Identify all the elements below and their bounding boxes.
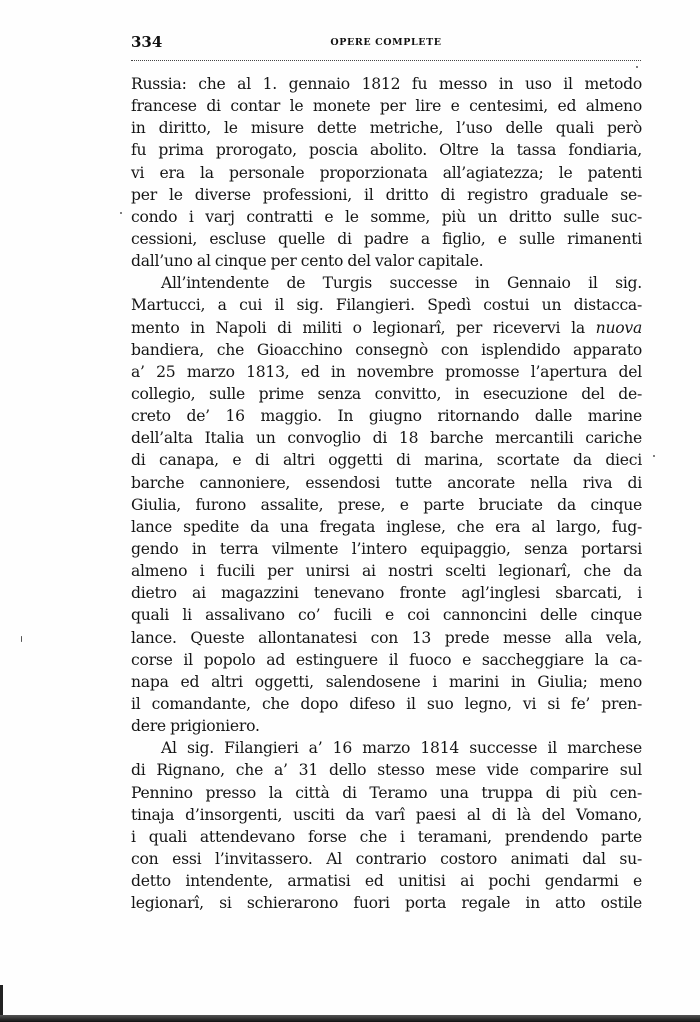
text-line: dietro ai magazzini tenevano fronte agl’inglesi sbarcati, i bbox=[131, 584, 642, 603]
text-line: per le diverse professioni, il dritto di registro graduale se- bbox=[131, 185, 642, 204]
text-line: i quali attendevano forse che i teramani, prendendo parte bbox=[131, 827, 642, 846]
text-line: tinaja d’insorgenti, usciti da varî paesi al di là del Vomano, bbox=[131, 805, 642, 824]
italic-word: nuova bbox=[595, 318, 642, 337]
text-line: barche cannoniere, essendosi tutte ancorate nella riva di bbox=[131, 473, 642, 492]
text-line: collegio, sulle prime senza convitto, in esecuzione del de- bbox=[131, 384, 642, 403]
text-line: corse il popolo ad estinguere il fuoco e saccheggiare la ca- bbox=[131, 650, 642, 669]
text-line: dell’alta Italia un convoglio di 18 barche mercantili cariche bbox=[131, 429, 642, 448]
text-line: il comandante, che dopo difeso il suo legno, vi si fe’ pren- bbox=[131, 694, 642, 713]
scan-speck bbox=[21, 636, 22, 642]
paragraph-end-line: dall’uno al cinque per cento del valor capitale. bbox=[131, 252, 484, 271]
text-line: detto intendente, armatisi ed unitisi ai pochi gendarmi e bbox=[131, 872, 642, 891]
text-line: gendo in terra vilmente l’intero equipaggio, senza portarsi bbox=[131, 539, 642, 558]
text-line: legionarî, si schierarono fuori porta regale in atto ostile bbox=[131, 894, 642, 913]
text-line: cessioni, escluse quelle di padre a figlio, e sulle rimanenti bbox=[131, 229, 642, 248]
text-line: a’ 25 marzo 1813, ed in novembre promosse l’apertura del bbox=[131, 362, 642, 381]
text-line: lance spedite da una fregata inglese, che era al largo, fug- bbox=[131, 517, 642, 536]
text-line: Russia: che al 1. gennaio 1812 fu messo in uso il metodo bbox=[131, 75, 642, 93]
paragraph-start-line: All’intendente de Turgis successe in Gennaio il sig. bbox=[161, 274, 642, 293]
text-line: Giulia, furono assalite, prese, e parte bruciate da cinque bbox=[131, 495, 642, 514]
paragraph-end-line: dere prigioniero. bbox=[131, 717, 260, 736]
text-line: condo i varj contratti e le somme, più un dritto sulle suc- bbox=[131, 207, 642, 226]
page-bottom-edge bbox=[0, 1015, 700, 1022]
body-text bbox=[131, 73, 642, 914]
text-line-with-italic bbox=[131, 317, 642, 339]
scan-speck bbox=[653, 455, 655, 457]
scan-speck bbox=[120, 212, 122, 214]
text-line: fu prima prorogato, poscia abolito. Oltre la tassa fondiaria, bbox=[131, 141, 642, 160]
page-number: 334 bbox=[131, 33, 163, 51]
text-line: Pennino presso la città di Teramo una truppa di più cen- bbox=[131, 783, 642, 802]
text-line: di Rignano, che a’ 31 dello stesso mese vide comparire sul bbox=[131, 761, 642, 780]
text-line: vi era la personale proporzionata all’agiatezza; le patenti bbox=[131, 163, 642, 182]
text-line: francese di contar le monete per lire e centesimi, ed almeno bbox=[131, 97, 642, 116]
scan-speck bbox=[636, 66, 638, 68]
text-line: lance. Queste allontanatesi con 13 prede messe alla vela, bbox=[131, 628, 642, 647]
paragraph-start-line: Al sig. Filangieri a’ 16 marzo 1814 successe il marchese bbox=[161, 739, 642, 758]
text-line: napa ed altri oggetti, salendosene i marini in Giulia; meno bbox=[131, 672, 642, 691]
text-segment: mento in Napoli di militi o legionarî, per ricevervi la bbox=[131, 318, 585, 337]
header-dotted-rule bbox=[131, 60, 641, 61]
text-line: di canapa, e di altri oggetti di marina, scortate da dieci bbox=[131, 451, 642, 470]
text-line: quali li assalivano co’ fucili e coi cannoncini delle cinque bbox=[131, 606, 642, 625]
text-line: almeno i fucili per unirsi ai nostri scelti legionarî, che da bbox=[131, 562, 642, 581]
running-head-title: OPERE COMPLETE bbox=[330, 37, 442, 48]
text-line: Martucci, a cui il sig. Filangieri. Spedì costui un distacca- bbox=[131, 296, 642, 315]
text-line: in diritto, le misure dette metriche, l’uso delle quali però bbox=[131, 119, 642, 138]
running-head bbox=[131, 33, 641, 55]
text-line: con essi l’invitassero. Al contrario costoro animati dal su- bbox=[131, 849, 642, 868]
text-line: bandiera, che Gioacchino consegnò con isplendido apparato bbox=[131, 340, 642, 359]
text-line: creto de’ 16 maggio. In giugno ritornando dalle marine bbox=[131, 407, 642, 426]
